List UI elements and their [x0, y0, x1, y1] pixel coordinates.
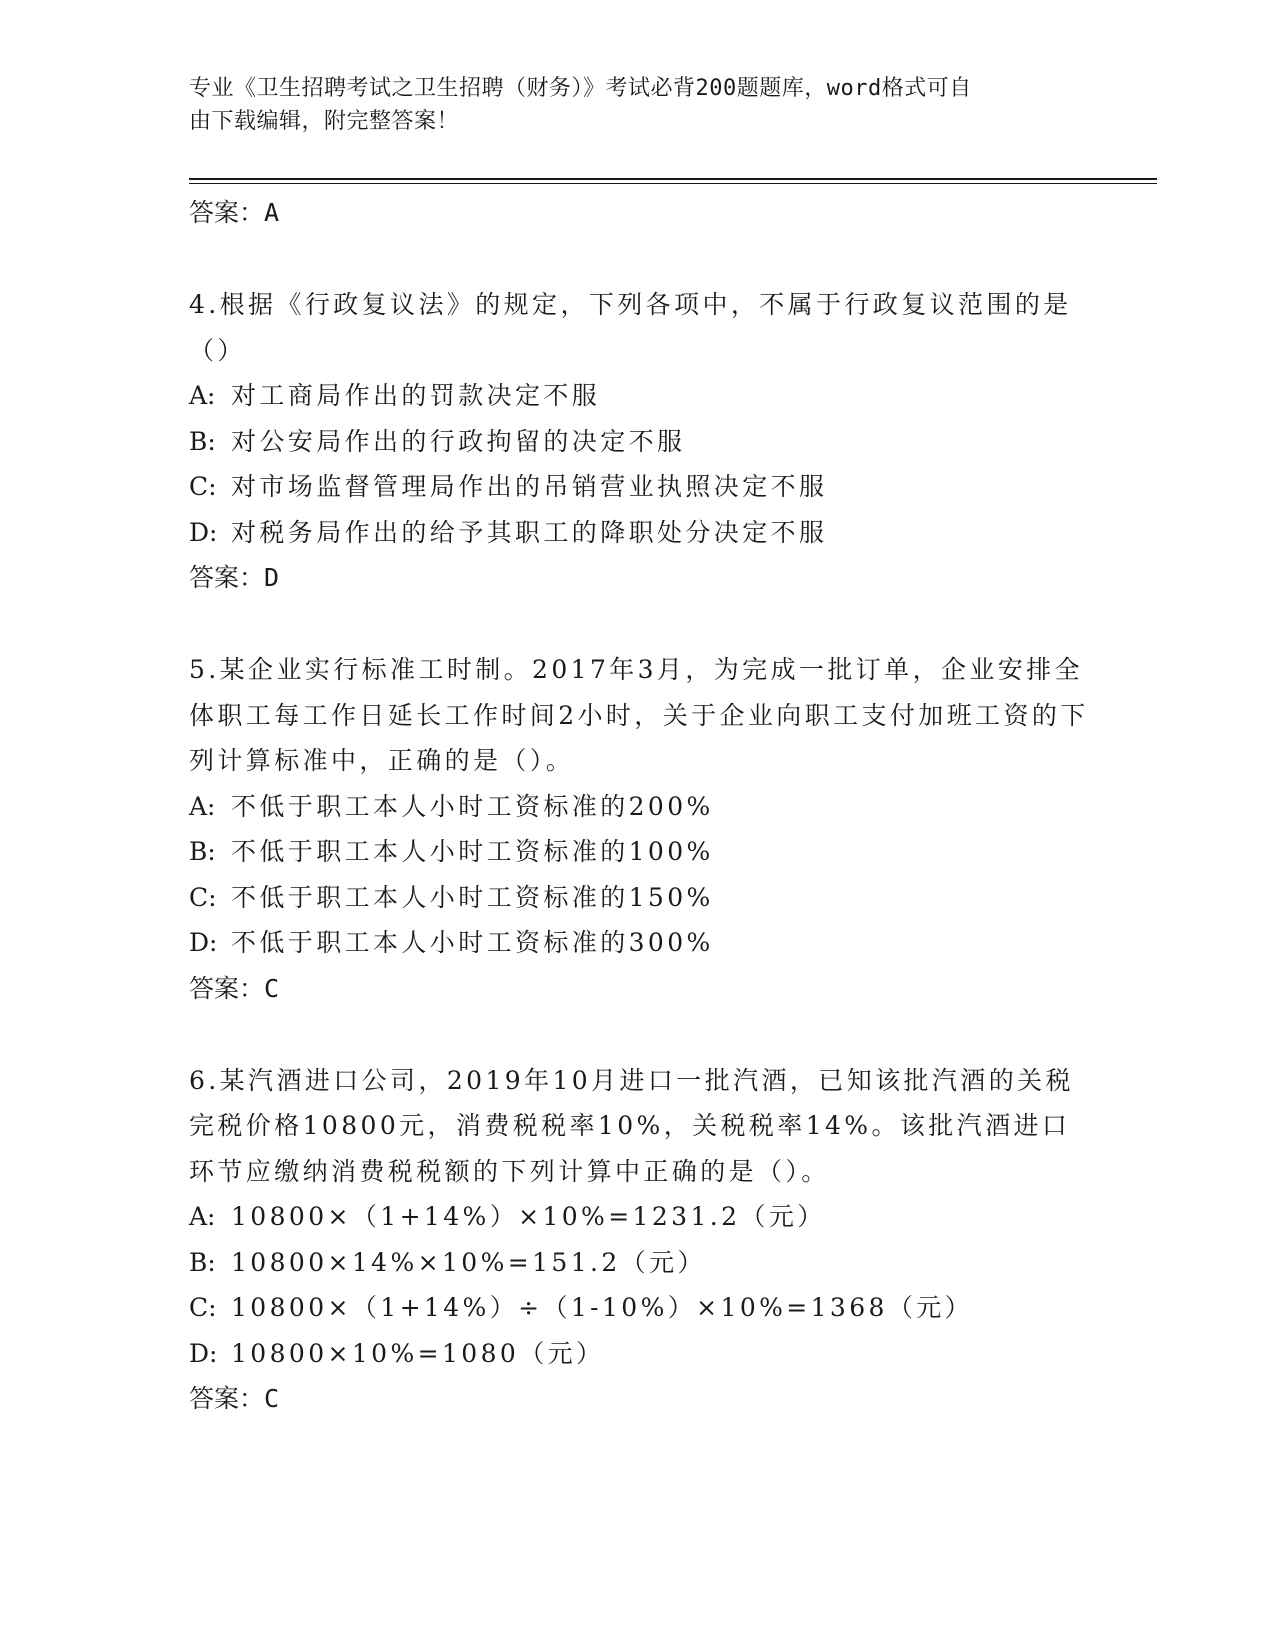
- option-letter: C:: [189, 472, 217, 501]
- option-letter: A:: [189, 381, 216, 410]
- option-letter: B:: [189, 426, 216, 456]
- question-text: 6.某汽酒进口公司，2019年10月进口一批汽酒，已知该批汽酒的关税完税价格10800元，消费税税率10%，关税税率14%。该批汽酒进口环节应缴纳消费税税额的下列计算中正确的是（）。: [189, 1065, 1074, 1186]
- option-letter: C:: [189, 882, 217, 912]
- spacer: [189, 235, 1089, 282]
- option-text: 对税务局作出的给予其职工的降职处分决定不服: [231, 517, 828, 547]
- question-list: [189, 190, 1089, 1421]
- answer-line: 答案：D: [189, 563, 280, 592]
- option-d: [189, 920, 1089, 966]
- option-letter: D:: [189, 928, 218, 957]
- option-b: [189, 1240, 1089, 1286]
- option-letter: B:: [189, 837, 216, 866]
- option-b: [189, 829, 1089, 875]
- option-text: 10800×（1+14%）÷（1-10%）×10%=1368（元）: [231, 1293, 974, 1322]
- answer-line: 答案：C: [189, 973, 280, 1003]
- option-text: 对工商局作出的罚款决定不服: [231, 381, 601, 410]
- question-block: [189, 1058, 1089, 1422]
- option-text: 不低于职工本人小时工资标准的100%: [231, 837, 714, 866]
- header-divider-thick: [189, 178, 1157, 180]
- question-block: [189, 282, 1089, 600]
- option-c: [189, 1285, 1089, 1331]
- option-c: [189, 875, 1089, 921]
- option-text: 不低于职工本人小时工资标准的200%: [231, 791, 714, 821]
- option-text: 10800×10%=1080（元）: [231, 1338, 605, 1368]
- spacer: [189, 600, 1089, 647]
- option-a: [189, 373, 1089, 419]
- question-text: 5.某企业实行标准工时制。2017年3月，为完成一批订单，企业安排全体职工每工作日延长工作时间2小时，关于企业向职工支付加班工资的下列计算标准中，正确的是（）。: [189, 655, 1089, 775]
- question-block: [189, 647, 1089, 1011]
- option-letter: C:: [189, 1293, 217, 1322]
- document-header: [189, 72, 1069, 138]
- header-line-2: 由下载编辑，附完整答案！: [189, 109, 460, 134]
- option-a: [189, 1194, 1089, 1240]
- option-text: 10800×14%×10%=151.2（元）: [231, 1247, 706, 1277]
- option-letter: A:: [189, 1202, 216, 1231]
- option-d: [189, 1331, 1089, 1377]
- header-divider-thin: [189, 183, 1157, 184]
- option-a: [189, 784, 1089, 830]
- previous-answer: 答案：A: [189, 198, 280, 227]
- option-text: 不低于职工本人小时工资标准的150%: [231, 882, 714, 912]
- answer-line: 答案：C: [189, 1384, 280, 1413]
- spacer: [189, 1011, 1089, 1058]
- option-c: [189, 464, 1089, 510]
- option-b: [189, 419, 1089, 465]
- option-text: 10800×（1+14%）×10%=1231.2（元）: [231, 1202, 826, 1231]
- option-letter: D:: [189, 1338, 218, 1368]
- option-d: [189, 510, 1089, 556]
- option-letter: A:: [189, 791, 216, 821]
- option-text: 对公安局作出的行政拘留的决定不服: [231, 426, 686, 456]
- header-line-1: 专业《卫生招聘考试之卫生招聘（财务）》考试必背200题题库，word格式可自: [189, 76, 972, 101]
- question-text: 4.根据《行政复议法》的规定，下列各项中，不属于行政复议范围的是（）: [189, 290, 1072, 365]
- option-text: 对市场监督管理局作出的吊销营业执照决定不服: [231, 472, 828, 501]
- option-letter: B:: [189, 1247, 216, 1277]
- option-text: 不低于职工本人小时工资标准的300%: [231, 928, 714, 957]
- option-letter: D:: [189, 517, 218, 547]
